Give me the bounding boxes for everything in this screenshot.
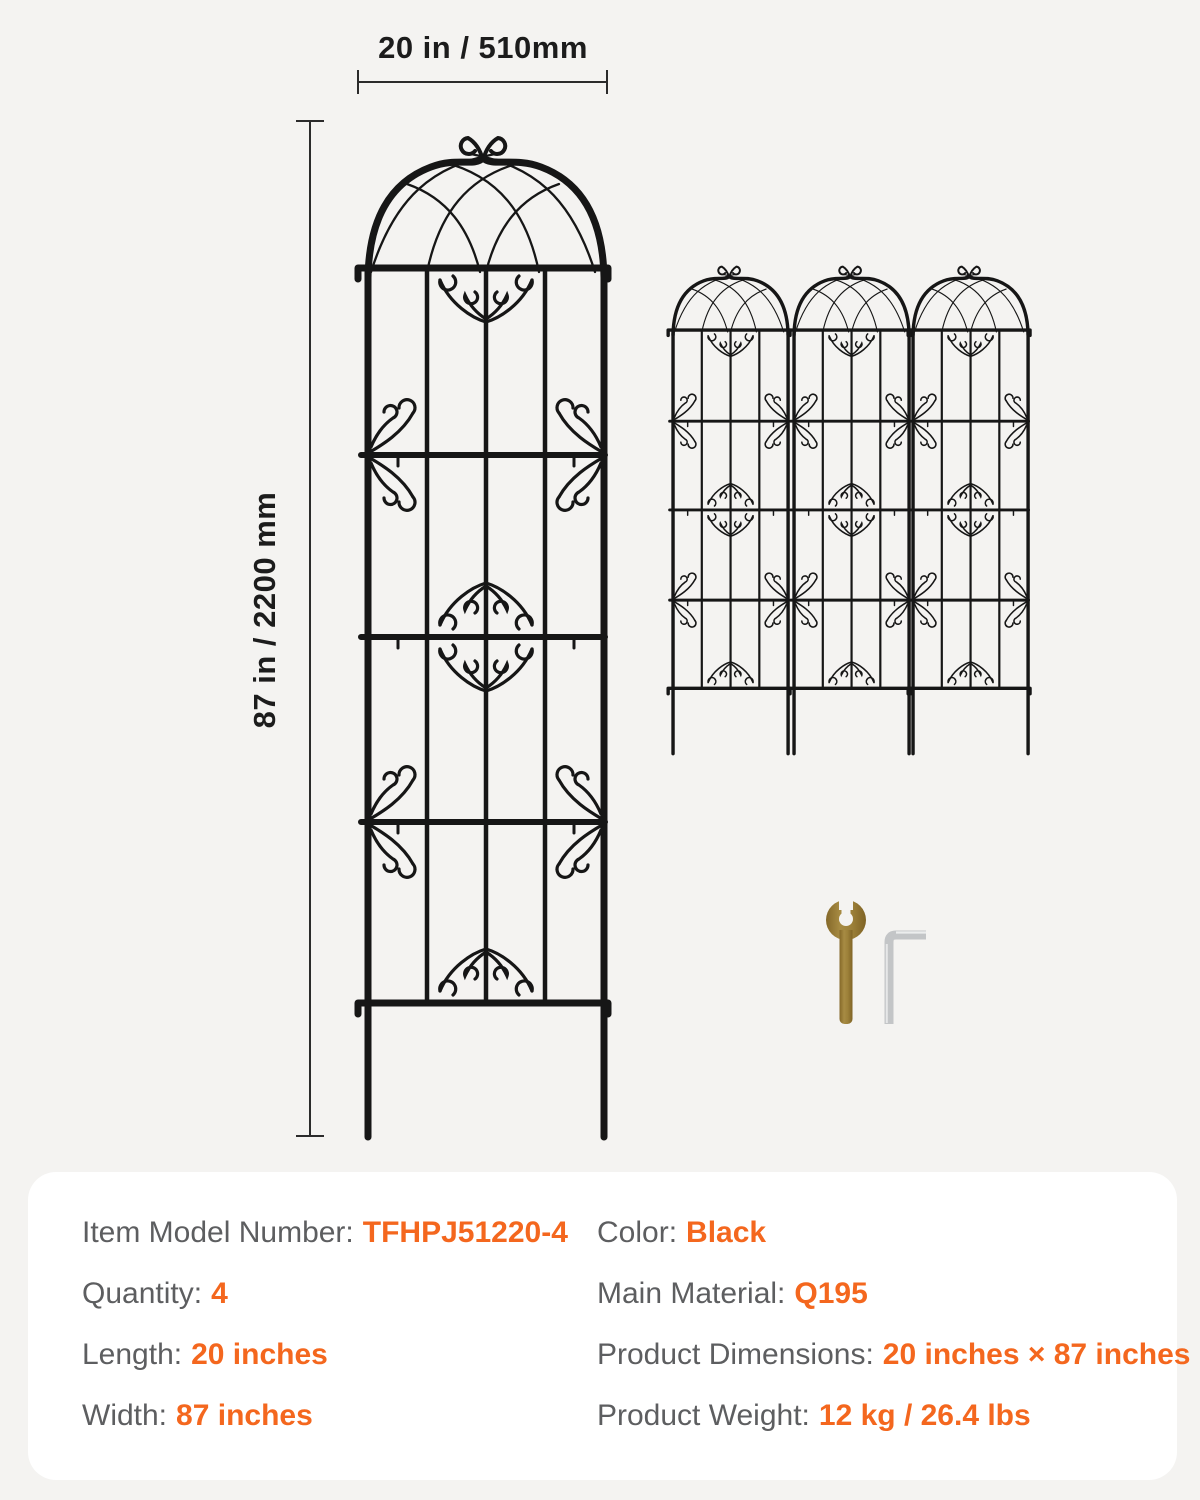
spec-label: Quantity:: [82, 1277, 203, 1310]
spec-value: 87 inches: [176, 1399, 313, 1432]
height-dimension-label: 87 in / 2200 mm: [247, 491, 282, 729]
spec-label: Width:: [82, 1399, 168, 1432]
spec-label: Main Material:: [597, 1277, 786, 1310]
spec-row-material: [597, 1263, 1190, 1324]
spec-value: 20 inches: [191, 1338, 328, 1371]
spec-row-width: [82, 1385, 568, 1446]
spec-label: Product Weight:: [597, 1399, 810, 1432]
height-dimension-line: [296, 121, 324, 1136]
spec-label: Product Dimensions:: [597, 1338, 874, 1371]
spec-column-left: [82, 1202, 568, 1446]
spec-label: Color:: [597, 1216, 678, 1249]
main-trellis-drawing: [358, 138, 608, 1137]
spec-value: 20 inches × 87 inches: [882, 1338, 1191, 1371]
spec-card: [28, 1172, 1191, 1480]
wrench-icon: [826, 890, 866, 1024]
spec-row-model: [82, 1202, 568, 1263]
spec-value: Q195: [794, 1277, 868, 1310]
spec-value: Black: [686, 1216, 767, 1249]
spec-row-weight: [597, 1385, 1190, 1446]
spec-value: 4: [211, 1277, 228, 1310]
spec-label: Length:: [82, 1338, 183, 1371]
spec-value: TFHPJ51220-4: [362, 1216, 568, 1249]
spec-row-color: [597, 1202, 1190, 1263]
spec-column-right: [597, 1202, 1190, 1446]
width-dimension-line: [358, 70, 607, 94]
spec-row-length: [82, 1324, 568, 1385]
spec-row-quantity: [82, 1263, 568, 1324]
spec-label: Item Model Number:: [82, 1216, 354, 1249]
width-dimension-label: 20 in / 510mm: [378, 30, 588, 65]
small-trellis-group: [668, 267, 1030, 754]
spec-row-dimensions: [597, 1324, 1190, 1385]
allen-key-icon: [887, 933, 926, 1025]
spec-value: 12 kg / 26.4 lbs: [818, 1399, 1031, 1432]
